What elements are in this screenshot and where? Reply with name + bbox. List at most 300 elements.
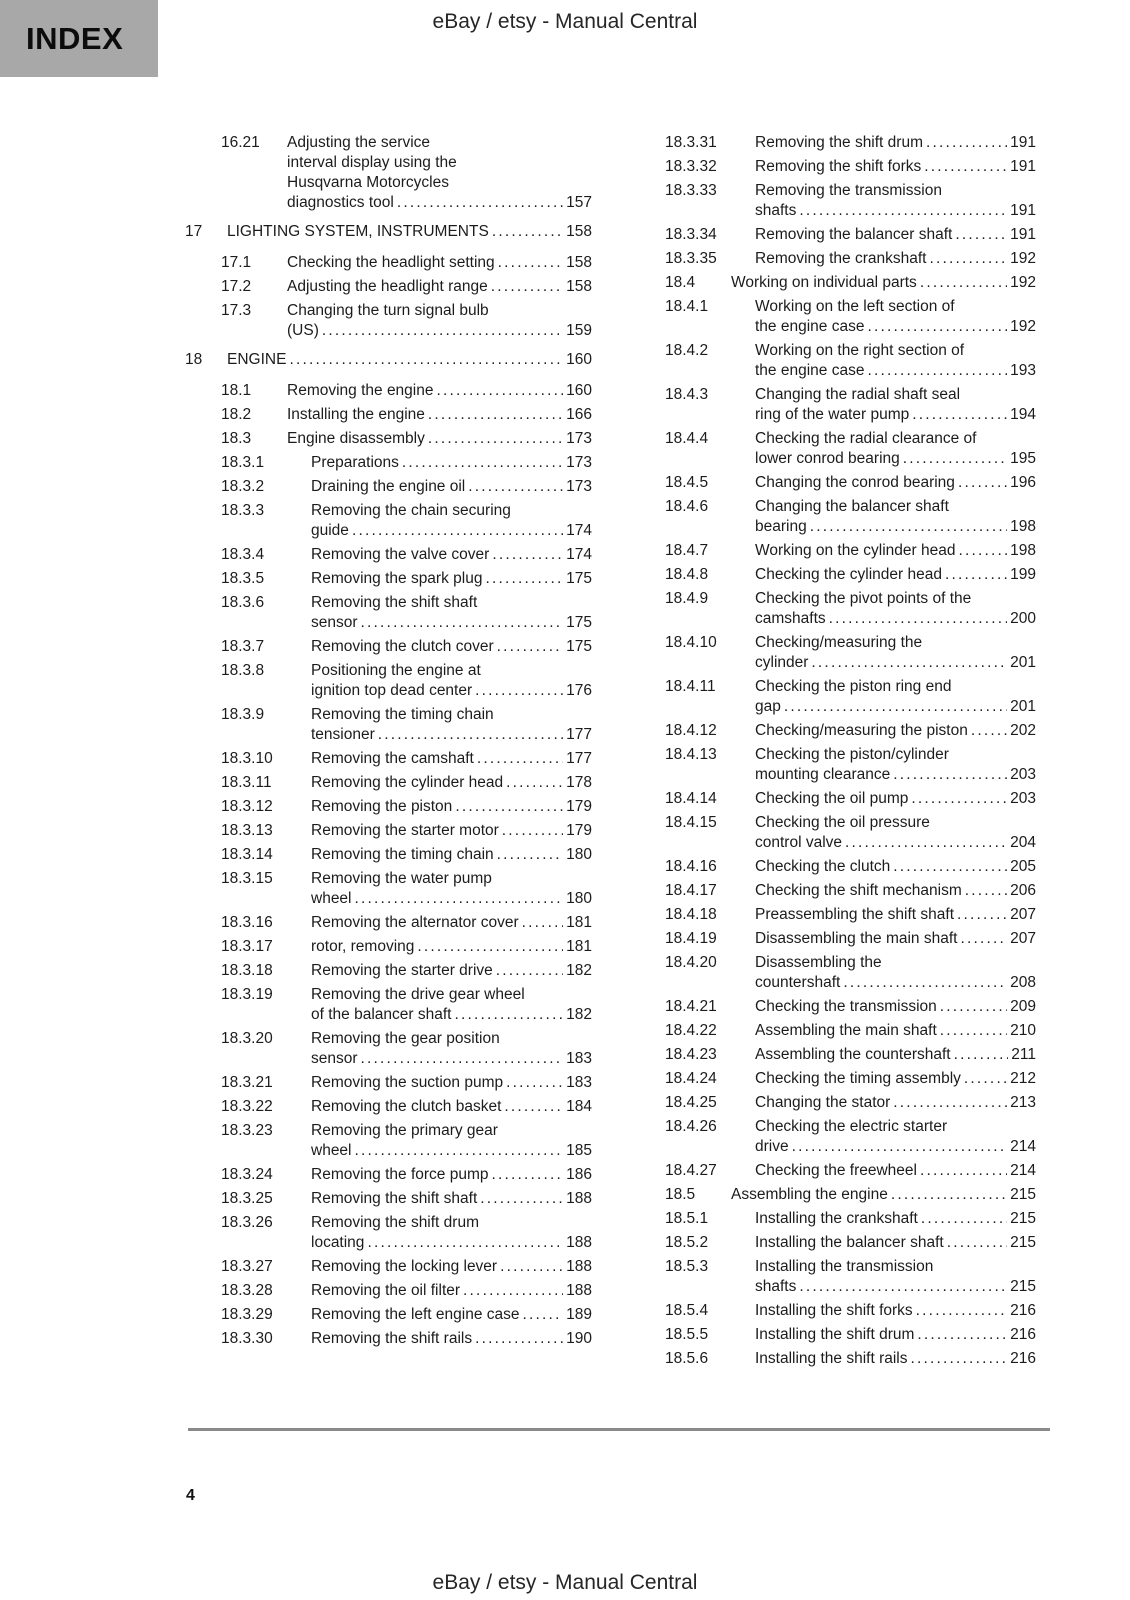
toc-entry-lastline (227, 222, 592, 242)
toc-entry-page: 209 (1010, 998, 1036, 1015)
dot-leader (960, 929, 1007, 949)
toc-entry-page: 216 (1010, 1350, 1036, 1367)
toc-entry-text: Installing the crankshaft (755, 1210, 918, 1227)
toc-entry-text: LIGHTING SYSTEM, INSTRUMENTS (227, 223, 489, 240)
toc-entry-number: 18.3.17 (221, 938, 273, 955)
toc-entry-page: 215 (1010, 1278, 1036, 1295)
toc-entry-number: 17.1 (221, 254, 252, 271)
toc-entry-number: 18.3.3 (221, 502, 265, 519)
toc-entry-number: 18.4.8 (665, 566, 709, 583)
toc-entry-number: 18.3.19 (221, 986, 273, 1003)
toc-entry (629, 297, 1036, 337)
toc-entry-number: 18.4.14 (665, 790, 717, 807)
toc-entry-text: Removing the starter drive (311, 962, 493, 979)
toc-entry-lastline (755, 541, 1036, 561)
toc-entry-text: Assembling the engine (731, 1186, 888, 1203)
toc-entry-line: Adjusting the service (287, 134, 431, 151)
toc-entry-page: 185 (566, 1142, 592, 1159)
toc-entry-body (755, 677, 1036, 717)
toc-entry-body (755, 297, 1036, 337)
toc-entry-text: wheel (311, 1142, 352, 1159)
toc-entry-lastline (755, 653, 1036, 673)
toc-entry-lastline (755, 1069, 1036, 1089)
toc-entry-line: Removing the shift shaft (311, 594, 478, 611)
toc-entry-text: gap (755, 698, 781, 715)
toc-entry-text: sensor (311, 1050, 358, 1067)
toc-entry-text: Checking the transmission (755, 998, 937, 1015)
toc-entry-page: 192 (1010, 318, 1036, 335)
toc-entry-lastline (311, 1073, 592, 1093)
toc-entry-text: Removing the shift rails (311, 1330, 473, 1347)
toc-entry-body (287, 253, 592, 273)
toc-entry-body (311, 705, 592, 745)
toc-entry-lastline (755, 1277, 1036, 1297)
toc-entry-body (311, 453, 592, 473)
toc-entry-number: 18.3.9 (221, 706, 265, 723)
toc-entry-body (755, 249, 1036, 269)
toc-entry (185, 773, 592, 793)
toc-entry-number: 18.3.24 (221, 1166, 273, 1183)
dot-leader (417, 937, 563, 957)
toc-entry-number: 17.2 (221, 278, 252, 295)
toc-entry-page: 191 (1010, 134, 1036, 151)
toc-entry-body (755, 1209, 1036, 1229)
dot-leader (893, 765, 1007, 785)
toc-entry-body (287, 133, 592, 213)
toc-entry-text: Removing the shift drum (755, 134, 923, 151)
toc-entry-lastline (755, 201, 1036, 221)
toc-entry-lastline (311, 749, 592, 769)
toc-entry-body (227, 222, 592, 242)
dot-leader (964, 1069, 1007, 1089)
dot-leader (322, 321, 563, 341)
toc-entry-text: shafts (755, 202, 797, 219)
toc-entry-page: 179 (566, 822, 592, 839)
dot-leader (911, 789, 1007, 809)
toc-entry-text: the engine case (755, 318, 865, 335)
toc-entry-lastline (311, 477, 592, 497)
dot-leader (917, 1325, 1007, 1345)
toc-entry (185, 545, 592, 565)
toc-entry-page: 195 (1010, 450, 1036, 467)
toc-entry-body (311, 1029, 592, 1069)
toc-entry-lastline (755, 1301, 1036, 1321)
toc-entry-body (755, 565, 1036, 585)
toc-entry-text: Preparations (311, 454, 399, 471)
toc-entry-number: 18.3.31 (665, 134, 717, 151)
toc-entry-number: 18.3.1 (221, 454, 265, 471)
toc-entry-number: 18.3.33 (665, 182, 717, 199)
toc-entry-body (311, 1165, 592, 1185)
toc-entry-number: 18.3.34 (665, 226, 717, 243)
toc-entry-number: 18 (185, 351, 203, 368)
toc-entry-lastline (287, 381, 592, 401)
toc-entry-text: Installing the shift drum (755, 1326, 915, 1343)
toc-entry-number: 18.4.11 (665, 678, 716, 695)
toc-entry-line: Installing the transmission (755, 1258, 934, 1275)
toc-entry (185, 913, 592, 933)
toc-entry-text: Checking the freewheel (755, 1162, 917, 1179)
toc-entry-body (755, 789, 1036, 809)
toc-entry-lastline (311, 889, 592, 909)
toc-entry (185, 749, 592, 769)
toc-entry-lastline (755, 997, 1036, 1017)
toc-entry-number: 18.3.8 (221, 662, 265, 679)
toc-entry-page: 198 (1010, 542, 1036, 559)
toc-entry-lastline (755, 929, 1036, 949)
dot-leader (352, 521, 563, 541)
dot-leader (498, 253, 563, 273)
toc-entry-lastline (755, 905, 1036, 925)
dot-leader (955, 225, 1007, 245)
toc-entry-text: Removing the piston (311, 798, 453, 815)
toc-entry-page: 166 (566, 406, 592, 423)
toc-entry-body (755, 929, 1036, 949)
toc-entry-page: 199 (1010, 566, 1036, 583)
toc-entry-page: 201 (1010, 698, 1036, 715)
toc-entry-lastline (755, 317, 1036, 337)
toc-entry-lastline (311, 545, 592, 565)
toc-entry (629, 677, 1036, 717)
toc-entry-number: 18.4.23 (665, 1046, 717, 1063)
toc-entry-body (311, 1329, 592, 1349)
toc-entry-text: Removing the left engine case (311, 1306, 520, 1323)
toc-entry-text: ENGINE (227, 351, 287, 368)
toc-entry-body (755, 1093, 1036, 1113)
toc-entry-text: bearing (755, 518, 807, 535)
toc-entry-lastline (311, 725, 592, 745)
toc-entry-text: Removing the alternator cover (311, 914, 519, 931)
toc-entry-number: 18.3.16 (221, 914, 273, 931)
toc-entry-lastline (287, 321, 592, 341)
toc-entry-text: Working on the cylinder head (755, 542, 956, 559)
toc-entry-line: Removing the primary gear (311, 1122, 498, 1139)
toc-entry-lastline (731, 1185, 1036, 1205)
toc-entry (629, 1233, 1036, 1253)
toc-entry (185, 1281, 592, 1301)
toc-entry (629, 1325, 1036, 1345)
toc-entry-lastline (311, 681, 592, 701)
toc-entry-body (311, 797, 592, 817)
toc-entry-page: 158 (566, 223, 592, 240)
dot-leader (912, 405, 1007, 425)
dot-leader (428, 429, 563, 449)
toc-entry-page: 190 (566, 1330, 592, 1347)
toc-entry (629, 1349, 1036, 1369)
toc-entry-number: 18.3.29 (221, 1306, 273, 1323)
toc-entry-body (755, 857, 1036, 877)
dot-leader (355, 1141, 564, 1161)
toc-entry-number: 18.4.27 (665, 1162, 717, 1179)
toc-entry-lastline (755, 1349, 1036, 1369)
toc-entry-body (311, 1213, 592, 1253)
toc-entry-line: Checking the oil pressure (755, 814, 930, 831)
toc-entry-page: 202 (1010, 722, 1036, 739)
toc-entry (185, 705, 592, 745)
toc-entry-body (755, 429, 1036, 469)
toc-entry-page: 188 (566, 1234, 592, 1251)
toc-entry-number: 18.3.25 (221, 1190, 273, 1207)
toc-entry-line: Changing the turn signal bulb (287, 302, 489, 319)
dot-leader (402, 453, 563, 473)
toc-entry (629, 273, 1036, 293)
dot-leader (891, 1185, 1007, 1205)
dot-leader (893, 857, 1007, 877)
toc-entry-page: 183 (566, 1050, 592, 1067)
toc-entry (629, 929, 1036, 949)
toc-entry-page: 211 (1011, 1046, 1036, 1063)
toc-entry-body (755, 1161, 1036, 1181)
toc-entry-number: 18.4.12 (665, 722, 717, 739)
toc-entry (185, 821, 592, 841)
dot-leader (289, 350, 563, 370)
toc-entry-body (755, 589, 1036, 629)
toc-entry-number: 18.3.27 (221, 1258, 273, 1275)
toc-entry (629, 857, 1036, 877)
toc-entry (629, 225, 1036, 245)
dot-leader (367, 1233, 563, 1253)
toc-entry-page: 215 (1010, 1234, 1036, 1251)
toc-entry-number: 18.4 (665, 274, 696, 291)
toc-entry-page: 203 (1010, 790, 1036, 807)
dot-leader (947, 1233, 1007, 1253)
toc-entry-lastline (731, 273, 1036, 293)
dot-leader (475, 1329, 563, 1349)
toc-entry-text: (US) (287, 322, 319, 339)
toc-entry-text: ignition top dead center (311, 682, 473, 699)
toc-entry (185, 569, 592, 589)
dot-leader (497, 845, 563, 865)
toc-entry-line: Husqvarna Motorcycles (287, 174, 449, 191)
toc-entry-line: Positioning the engine at (311, 662, 481, 679)
toc-entry-page: 188 (566, 1258, 592, 1275)
toc-entry (629, 997, 1036, 1017)
toc-entry-number: 18.3.15 (221, 870, 273, 887)
toc-entry-number: 18.4.24 (665, 1070, 717, 1087)
dot-leader (506, 1073, 563, 1093)
toc-entry-text: ring of the water pump (755, 406, 910, 423)
toc-entry (629, 813, 1036, 853)
toc-entry-page: 215 (1010, 1186, 1036, 1203)
toc-entry-lastline (311, 937, 592, 957)
toc-entry-text: Removing the valve cover (311, 546, 490, 563)
toc-entry-text: Removing the locking lever (311, 1258, 498, 1275)
toc-entry-body (287, 381, 592, 401)
dot-leader (522, 913, 563, 933)
toc-entry-number: 18.3.13 (221, 822, 273, 839)
dot-leader (355, 889, 564, 909)
toc-entry-body (311, 961, 592, 981)
toc-entry-text: Removing the shift shaft (311, 1190, 478, 1207)
toc-entry (629, 721, 1036, 741)
toc-entry-page: 200 (1010, 610, 1036, 627)
toc-entry-number: 18.3.23 (221, 1122, 273, 1139)
toc-entry (629, 1117, 1036, 1157)
toc-entry-line: Removing the drive gear wheel (311, 986, 525, 1003)
toc-entry-body (755, 497, 1036, 537)
toc-entry-body (311, 1305, 592, 1325)
toc-entry-body (731, 1185, 1036, 1205)
toc-entry-lastline (311, 1281, 592, 1301)
toc-entry-text: Assembling the countershaft (755, 1046, 951, 1063)
toc-entry (629, 1045, 1036, 1065)
toc-entry-body (311, 1257, 592, 1277)
toc-entry (185, 1121, 592, 1161)
toc-entry-lastline (311, 845, 592, 865)
toc-entry-page: 205 (1010, 858, 1036, 875)
page-number: 4 (186, 1487, 195, 1504)
toc-entry-number: 18.4.19 (665, 930, 717, 947)
toc-entry-lastline (311, 1257, 592, 1277)
toc-entry (185, 1257, 592, 1277)
dot-leader (921, 1209, 1007, 1229)
toc-entry-body (311, 937, 592, 957)
toc-entry-text: Removing the force pump (311, 1166, 489, 1183)
toc-entry (185, 477, 592, 497)
toc-entry-number: 18.4.6 (665, 498, 709, 515)
toc-entry-page: 181 (566, 938, 592, 955)
toc-entry-text: Draining the engine oil (311, 478, 466, 495)
dot-leader (454, 1005, 563, 1025)
dot-leader (463, 1281, 563, 1301)
table-of-contents (185, 133, 1036, 1373)
toc-entry (185, 1213, 592, 1253)
toc-entry-text: lower conrod bearing (755, 450, 900, 467)
toc-entry-line: Working on the right section of (755, 342, 965, 359)
toc-entry-number: 18.4.20 (665, 954, 717, 971)
toc-entry-number: 18.3.10 (221, 750, 273, 767)
toc-entry-body (755, 157, 1036, 177)
toc-entry (185, 222, 592, 242)
dot-leader (437, 381, 564, 401)
toc-entry-number: 18.3.5 (221, 570, 265, 587)
toc-entry (185, 277, 592, 297)
toc-entry-text: control valve (755, 834, 843, 851)
dot-leader (957, 905, 1007, 925)
toc-entry-lastline (311, 453, 592, 473)
toc-entry-page: 213 (1010, 1094, 1036, 1111)
toc-entry-number: 18.3 (221, 430, 252, 447)
toc-entry-line: Checking the piston/cylinder (755, 746, 949, 763)
toc-entry (629, 541, 1036, 561)
toc-entry-page: 214 (1010, 1162, 1036, 1179)
toc-entry-text: Checking the cylinder head (755, 566, 942, 583)
toc-entry-text: Installing the shift rails (755, 1350, 908, 1367)
toc-entry-body (755, 385, 1036, 425)
toc-entry-body (311, 661, 592, 701)
dot-leader (929, 249, 1007, 269)
toc-entry-page: 207 (1010, 930, 1036, 947)
dot-leader (810, 517, 1007, 537)
dot-leader (361, 613, 564, 633)
dot-leader (954, 1045, 1009, 1065)
toc-entry-number: 18.3.2 (221, 478, 265, 495)
toc-column-right (629, 133, 1036, 1373)
toc-entry (629, 953, 1036, 993)
toc-entry-lastline (287, 253, 592, 273)
toc-entry-lastline (755, 1045, 1036, 1065)
toc-entry-body (755, 633, 1036, 673)
toc-entry (629, 385, 1036, 425)
toc-entry (185, 350, 592, 370)
toc-entry-lastline (311, 1165, 592, 1185)
toc-entry-body (287, 301, 592, 341)
toc-entry (185, 1189, 592, 1209)
toc-entry-body (755, 341, 1036, 381)
toc-entry-line: Removing the timing chain (311, 706, 494, 723)
toc-entry-page: 184 (566, 1098, 592, 1115)
toc-entry-text: Removing the cylinder head (311, 774, 504, 791)
toc-entry-body (755, 1325, 1036, 1345)
toc-entry-page: 216 (1010, 1326, 1036, 1343)
toc-entry (629, 497, 1036, 537)
toc-entry-text: countershaft (755, 974, 841, 991)
toc-entry-body (755, 133, 1036, 153)
dot-leader (893, 1093, 1007, 1113)
dot-leader (491, 1165, 563, 1185)
toc-entry-lastline (311, 773, 592, 793)
toc-entry-body (311, 1281, 592, 1301)
toc-entry (629, 1257, 1036, 1297)
toc-entry-number: 18.3.6 (221, 594, 265, 611)
toc-entry-lastline (311, 613, 592, 633)
toc-entry-lastline (755, 249, 1036, 269)
toc-entry-line: Working on the left section of (755, 298, 955, 315)
toc-entry-number: 18.4.25 (665, 1094, 717, 1111)
toc-entry-number: 18.3.22 (221, 1098, 273, 1115)
toc-entry-number: 18.3.4 (221, 546, 265, 563)
toc-entry-body (311, 913, 592, 933)
toc-entry (185, 301, 592, 341)
toc-entry-body (755, 181, 1036, 221)
footer-running-title: eBay / etsy - Manual Central (432, 1571, 698, 1594)
toc-entry (629, 473, 1036, 493)
dot-leader (843, 973, 1007, 993)
toc-entry-body (227, 350, 592, 370)
dot-leader (361, 1049, 564, 1069)
toc-entry-page: 215 (1010, 1210, 1036, 1227)
toc-entry-text: Changing the conrod bearing (755, 474, 955, 491)
toc-entry-lastline (311, 1049, 592, 1069)
toc-entry-text: sensor (311, 614, 358, 631)
toc-entry (629, 181, 1036, 221)
toc-entry-lastline (311, 1233, 592, 1253)
toc-entry-lastline (755, 881, 1036, 901)
toc-entry-page: 180 (566, 846, 592, 863)
toc-entry-lastline (755, 609, 1036, 629)
toc-entry-body (755, 541, 1036, 561)
toc-entry-lastline (311, 961, 592, 981)
dot-leader (792, 1137, 1008, 1157)
toc-entry-text: locating (311, 1234, 365, 1251)
toc-entry-body (755, 881, 1036, 901)
toc-entry-line: Removing the transmission (755, 182, 942, 199)
toc-entry-line: Removing the water pump (311, 870, 492, 887)
toc-entry-number: 18.3.14 (221, 846, 273, 863)
toc-entry-line: Changing the balancer shaft (755, 498, 949, 515)
toc-entry-number: 18.5.3 (665, 1258, 709, 1275)
dot-leader (829, 609, 1007, 629)
toc-entry-body (311, 1189, 592, 1209)
toc-entry-body (755, 473, 1036, 493)
toc-entry (185, 1073, 592, 1093)
toc-entry-line: Checking the pivot points of the (755, 590, 972, 607)
toc-entry (629, 157, 1036, 177)
toc-entry-lastline (311, 1097, 592, 1117)
toc-entry-number: 17 (185, 223, 203, 240)
toc-entry (185, 1097, 592, 1117)
toc-entry-line: Removing the shift drum (311, 1214, 479, 1231)
